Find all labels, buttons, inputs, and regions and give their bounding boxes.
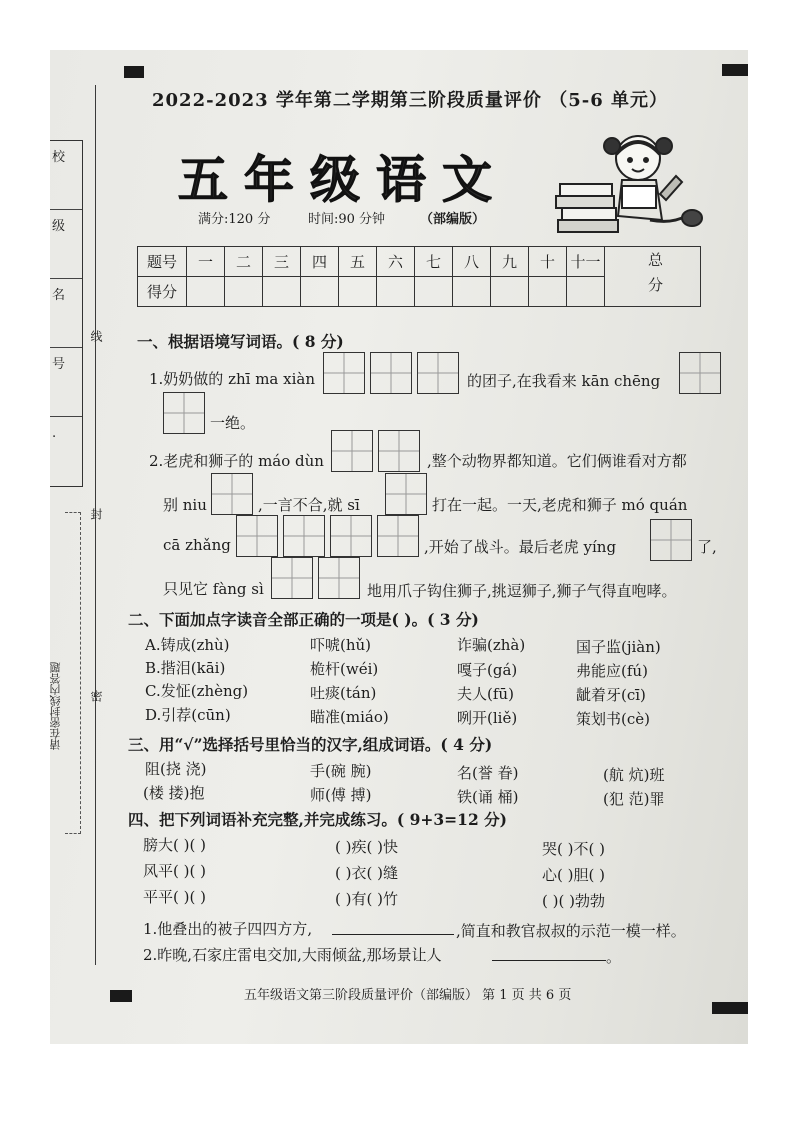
char-grid[interactable] <box>377 515 419 557</box>
q2-text-e: 打在一起。一天,老虎和狮子 mó quán <box>432 496 688 514</box>
answer-line[interactable] <box>492 960 606 961</box>
registration-mark <box>110 990 132 1002</box>
option-a-4: 国子监(jiàn) <box>576 638 661 656</box>
q2-text-d: ,一言不合,就 sī <box>258 496 360 514</box>
choice-item[interactable]: (航 炕)班 <box>603 766 665 784</box>
choice-item[interactable]: 手(碗 腕) <box>310 762 372 780</box>
idiom-blank[interactable]: ( )( )勃勃 <box>542 892 605 910</box>
seal-mark-secret: 密 <box>89 690 103 702</box>
score-col: 八 <box>453 247 491 277</box>
section-2-title: 二、下面加点字读音全部正确的一项是( )。( 3 分) <box>128 610 479 629</box>
student-info-box <box>50 140 83 487</box>
q2-text-h: 了, <box>697 538 717 556</box>
char-grid[interactable] <box>331 430 373 472</box>
choice-item[interactable]: (楼 搂)抱 <box>143 784 205 802</box>
score-table-header: 题号 <box>138 247 187 277</box>
registration-mark <box>124 66 144 78</box>
char-grid[interactable] <box>650 519 692 561</box>
exam-header: 2022-2023 学年第二学期第三阶段质量评价 （5-6 单元） <box>152 90 668 111</box>
score-col: 五 <box>339 247 377 277</box>
char-grid[interactable] <box>323 352 365 394</box>
q2-text-g: ,开始了战斗。最后老虎 yíng <box>424 538 617 556</box>
option-b-2: 桅杆(wéi) <box>310 660 379 678</box>
score-col: 二 <box>225 247 263 277</box>
score-col: 九 <box>491 247 529 277</box>
score-cell[interactable] <box>377 277 415 307</box>
option-b-3: 嘎子(gá) <box>457 661 518 679</box>
char-grid[interactable] <box>385 473 427 515</box>
seal-note: 请在密封线内答题 <box>49 662 62 750</box>
char-grid[interactable] <box>318 557 360 599</box>
section-3-title: 三、用“√”选择括号里恰当的汉字,组成词语。( 4 分) <box>128 735 493 754</box>
score-cell[interactable] <box>187 277 225 307</box>
char-grid[interactable] <box>163 392 205 434</box>
section-4-title: 四、把下列词语补充完整,并完成练习。( 9+3=12 分) <box>128 810 507 829</box>
score-col: 四 <box>301 247 339 277</box>
q2-text-c: 别 niu <box>163 496 207 514</box>
option-a-2: 吓唬(hǔ) <box>310 636 372 654</box>
info-cell-class: 级 <box>50 210 82 279</box>
answer-line[interactable] <box>332 934 454 935</box>
q4-1-text-a: 1.他叠出的被子四四方方, <box>143 920 313 938</box>
q1-text-b: 的团子,在我看来 kān chēng <box>467 372 661 390</box>
binding-line <box>95 85 96 965</box>
idiom-blank[interactable]: ( )疾( )快 <box>335 838 398 856</box>
char-grid[interactable] <box>679 352 721 394</box>
score-total: 总分 <box>605 247 701 307</box>
choice-item[interactable]: 名(誉 眷) <box>457 764 519 782</box>
info-cell-number: 号 <box>50 348 82 417</box>
q1-text-c: 一绝。 <box>210 414 256 432</box>
score-table-header: 得分 <box>138 277 187 307</box>
q2-text-i: 只见它 fàng sì <box>163 580 264 598</box>
choice-item[interactable]: (犯 范)罪 <box>603 790 665 808</box>
score-cell[interactable] <box>301 277 339 307</box>
option-c-4: 龇着牙(cī) <box>576 686 646 704</box>
choice-item[interactable]: 阻(挠 浇) <box>145 760 207 778</box>
registration-mark <box>712 1002 748 1014</box>
score-table <box>137 246 701 307</box>
q2-text-j: 地用爪子钩住狮子,挑逗狮子,狮子气得直咆哮。 <box>367 582 677 600</box>
q1-text-a: 1.奶奶做的 zhī ma xiàn <box>149 370 316 388</box>
page-title: 五年级语文 <box>178 150 508 209</box>
char-grid[interactable] <box>236 515 278 557</box>
seal-mark-seal: 封 <box>89 508 103 520</box>
idiom-blank[interactable]: 心( )胆( ) <box>542 866 605 884</box>
char-grid[interactable] <box>417 352 459 394</box>
char-grid[interactable] <box>211 473 253 515</box>
exam-time: 时间:90 分钟 <box>308 212 386 227</box>
option-c-3: 夫人(fū) <box>457 685 514 703</box>
q2-text-b: ,整个动物界都知道。它们俩谁看对方都 <box>427 452 687 470</box>
score-col: 六 <box>377 247 415 277</box>
option-c-1[interactable]: C.发怔(zhèng) <box>145 682 249 700</box>
section-1-title: 一、根据语境写词语。( 8 分) <box>137 332 344 351</box>
idiom-blank[interactable]: 风平( )( ) <box>143 862 206 880</box>
idiom-blank[interactable]: ( )有( )竹 <box>335 890 398 908</box>
q2-text-f: cā zhǎng <box>163 536 231 554</box>
q4-1-text-b: ,简直和教官叔叔的示范一模一样。 <box>456 922 686 940</box>
choice-item[interactable]: 铁(诵 桶) <box>457 788 519 806</box>
score-col: 十 <box>529 247 567 277</box>
option-a-3: 诈骗(zhà) <box>457 636 526 654</box>
score-cell[interactable] <box>263 277 301 307</box>
registration-mark <box>722 64 748 76</box>
score-cell[interactable] <box>453 277 491 307</box>
edition: （部编版） <box>420 212 486 227</box>
full-marks: 满分:120 分 <box>198 212 271 227</box>
seal-mark-line: 线 <box>89 330 103 342</box>
score-col: 七 <box>415 247 453 277</box>
score-cell[interactable] <box>415 277 453 307</box>
info-cell-extra: . <box>52 426 57 441</box>
char-grid[interactable] <box>378 430 420 472</box>
girl-reading-illustration <box>552 124 712 242</box>
option-b-1[interactable]: B.揩泪(kāi) <box>145 659 226 677</box>
char-grid[interactable] <box>271 557 313 599</box>
q4-2-text-a: 2.昨晚,石家庄雷电交加,大雨倾盆,那场景让人 <box>143 946 442 964</box>
option-a-1[interactable]: A.铸成(zhù) <box>145 636 230 654</box>
char-grid[interactable] <box>330 515 372 557</box>
char-grid[interactable] <box>283 515 325 557</box>
info-cell-school: 校 <box>50 141 82 210</box>
dashed-seal-box <box>65 512 81 834</box>
option-b-4: 弗能应(fú) <box>576 662 648 680</box>
option-d-1[interactable]: D.引荐(cūn) <box>145 706 231 724</box>
q2-text-a: 2.老虎和狮子的 máo dùn <box>149 452 324 470</box>
option-d-2: 瞄准(miáo) <box>310 708 389 726</box>
info-cell-name: 名 <box>50 279 82 348</box>
idiom-blank[interactable]: 哭( )不( ) <box>542 840 605 858</box>
option-d-4: 策划书(cè) <box>576 710 650 728</box>
choice-item[interactable]: 师(傅 搏) <box>310 786 372 804</box>
score-cell[interactable] <box>567 277 605 307</box>
score-cell[interactable] <box>491 277 529 307</box>
option-d-3: 咧开(liě) <box>457 709 518 727</box>
score-cell[interactable] <box>225 277 263 307</box>
score-cell[interactable] <box>339 277 377 307</box>
score-cell[interactable] <box>529 277 567 307</box>
page-footer: 五年级语文第三阶段质量评价（部编版） 第 1 页 共 6 页 <box>244 988 572 1003</box>
score-col: 十一 <box>567 247 605 277</box>
q4-2-text-b: 。 <box>606 948 622 966</box>
idiom-blank[interactable]: 膀大( )( ) <box>143 836 206 854</box>
char-grid[interactable] <box>370 352 412 394</box>
idiom-blank[interactable]: ( )衣( )缝 <box>335 864 398 882</box>
option-c-2: 吐痰(tán) <box>310 684 377 702</box>
idiom-blank[interactable]: 平平( )( ) <box>143 888 206 906</box>
score-col: 三 <box>263 247 301 277</box>
score-col: 一 <box>187 247 225 277</box>
